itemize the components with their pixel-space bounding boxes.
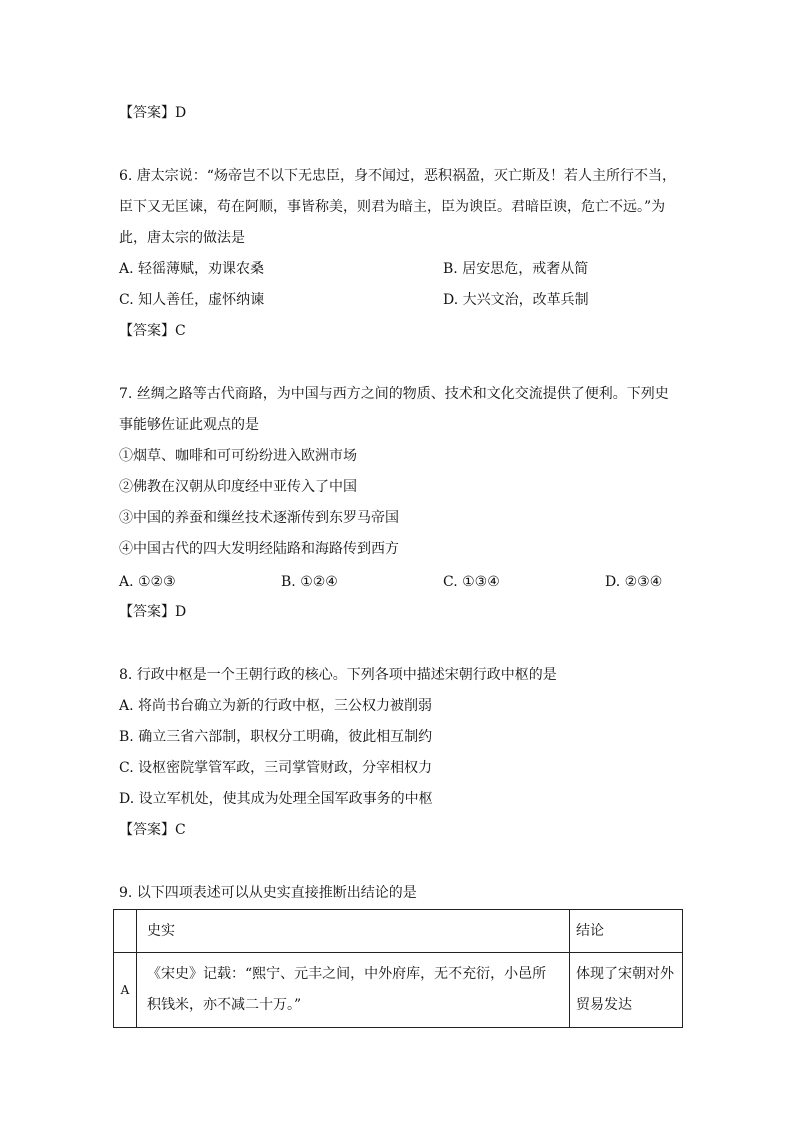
table-cell-fact bbox=[137, 953, 570, 1028]
q9-stem: 9. 以下四项表述可以从史实直接推断出结论的是 bbox=[119, 885, 417, 901]
answer-value: C bbox=[175, 822, 186, 838]
q6-option-a: A. 轻徭薄赋，劝课农桑 bbox=[119, 261, 265, 277]
q6-option-b: B. 居安思危，戒奢从简 bbox=[443, 261, 589, 277]
q7-stem-line-2: 事能够佐证此观点的是 bbox=[119, 417, 259, 433]
q8-option-a: A. 将尚书台确立为新的行政中枢，三公权力被削弱 bbox=[119, 698, 433, 714]
q7-item-1: ①烟草、咖啡和可可纷纷进入欧洲市场 bbox=[119, 448, 357, 464]
conclusion-line-2: 贸易发达 bbox=[576, 997, 632, 1013]
q8-stem: 8. 行政中枢是一个王朝行政的核心。下列各项中描述宋朝行政中枢的是 bbox=[119, 667, 557, 683]
conclusion-line-1: 体现了宋朝对外 bbox=[576, 966, 674, 982]
q7-option-c: C. ①③④ bbox=[443, 574, 500, 590]
table-header-row bbox=[114, 910, 683, 953]
q8-option-d: D. 设立军机处，使其成为处理全国军政事务的中枢 bbox=[119, 791, 433, 807]
answer-value: C bbox=[175, 323, 186, 339]
table-cell-key: A bbox=[114, 953, 137, 1028]
q7-item-3: ③中国的养蚕和缫丝技术逐渐传到东罗马帝国 bbox=[119, 510, 399, 526]
fact-line-1: 《宋史》记载：“熙宁、元丰之间，中外府库，无不充衍，小邑所 bbox=[147, 966, 547, 982]
answer-tag: 【答案】 bbox=[119, 323, 175, 339]
q8-option-b: B. 确立三省六部制，职权分工明确，彼此相互制约 bbox=[119, 729, 433, 745]
table-header-conclusion: 结论 bbox=[570, 910, 683, 953]
answer-q6 bbox=[119, 322, 186, 340]
q6-stem-line-2: 臣下又无匡谏，苟在阿顺，事皆称美，则君为暗主，臣为谀臣。君暗臣谀，危亡不远。”为 bbox=[119, 199, 666, 215]
answer-q5 bbox=[119, 104, 186, 122]
fact-line-2: 积钱米，亦不减二十万。” bbox=[147, 997, 302, 1013]
answer-tag: 【答案】 bbox=[119, 105, 175, 121]
q7-option-b: B. ①②④ bbox=[281, 574, 338, 590]
q7-item-4: ④中国古代的四大发明经陆路和海路传到西方 bbox=[119, 541, 399, 557]
answer-value: D bbox=[175, 604, 187, 620]
q6-stem-line-3: 此，唐太宗的做法是 bbox=[119, 230, 245, 246]
q7-stem-line-1: 7. 丝绸之路等古代商路，为中国与西方之间的物质、技术和文化交流提供了便利。下列史 bbox=[119, 386, 669, 402]
answer-q7 bbox=[119, 603, 186, 621]
q7-option-d: D. ②③④ bbox=[605, 574, 663, 590]
q7-option-a: A. ①②③ bbox=[119, 574, 176, 590]
answer-q8 bbox=[119, 821, 186, 839]
answer-value: D bbox=[175, 105, 187, 121]
q9-table bbox=[113, 909, 683, 1028]
table-cell-key-header bbox=[114, 910, 137, 953]
q6-stem-line-1: 6. 唐太宗说：“炀帝岂不以下无忠臣，身不闻过，恶积祸盈，灭亡斯及！若人主所行不当， bbox=[119, 168, 676, 184]
answer-tag: 【答案】 bbox=[119, 604, 175, 620]
answer-tag: 【答案】 bbox=[119, 822, 175, 838]
q6-option-d: D. 大兴文治，改革兵制 bbox=[443, 292, 589, 308]
table-cell-conclusion bbox=[570, 953, 683, 1028]
table-row bbox=[114, 953, 683, 1028]
q7-item-2: ②佛教在汉朝从印度经中亚传入了中国 bbox=[119, 479, 357, 495]
table-header-fact: 史实 bbox=[137, 910, 570, 953]
q6-option-c: C. 知人善任，虚怀纳谏 bbox=[119, 292, 265, 308]
q8-option-c: C. 设枢密院掌管军政，三司掌管财政，分宰相权力 bbox=[119, 760, 433, 776]
